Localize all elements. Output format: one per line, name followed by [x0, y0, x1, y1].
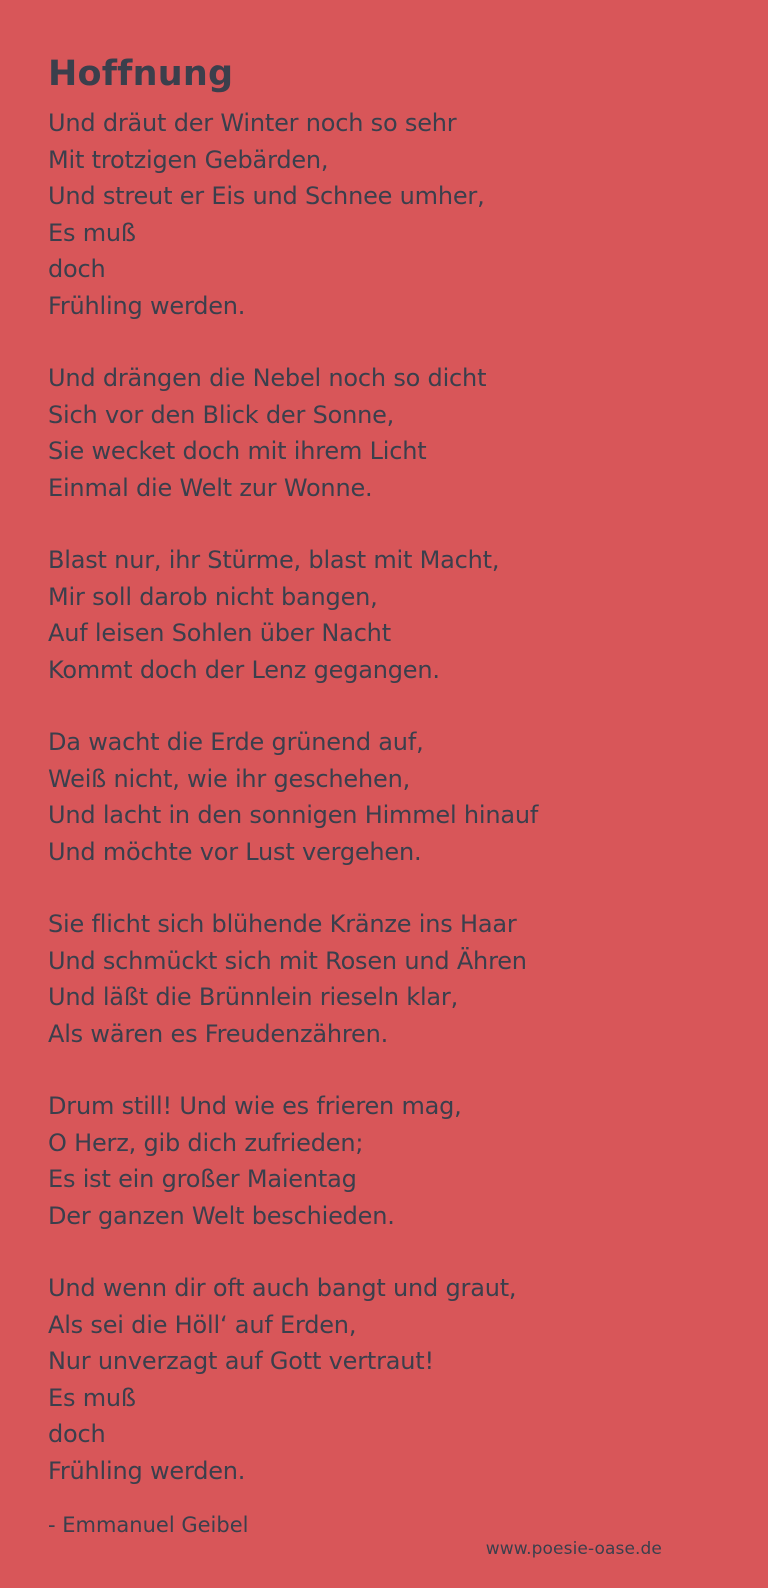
poem-line: Es muß	[48, 218, 136, 247]
poem-line: Als wären es Freudenzähren.	[48, 1019, 389, 1048]
poem-line: Frühling werden.	[48, 291, 246, 320]
poem-line: Und möchte vor Lust vergehen.	[48, 837, 422, 866]
poem-line: Mit trotzigen Gebärden,	[48, 145, 329, 174]
poem-line: Mir soll darob nicht bangen,	[48, 582, 378, 611]
poem-stanza-4	[48, 724, 728, 870]
poem-line: Und drängen die Nebel noch so dicht	[48, 364, 487, 392]
poem-line: Und wenn dir oft auch bangt und graut,	[48, 1274, 517, 1302]
poem-line: Frühling werden.	[48, 1456, 246, 1485]
poem-line: Sich vor den Blick der Sonne,	[48, 400, 395, 429]
poem-stanza-7	[48, 1270, 728, 1489]
poem-line: Nur unverzagt auf Gott vertraut!	[48, 1347, 434, 1375]
poem-line: Blast nur, ihr Stürme, blast mit Macht,	[48, 546, 500, 574]
poem-line: Und lacht in den sonnigen Himmel hinauf	[48, 801, 539, 829]
poem-line: Sie wecket doch mit ihrem Licht	[48, 437, 427, 465]
poem-line: Es muß	[48, 1383, 136, 1412]
poem-line: Sie flicht sich blühende Kränze ins Haar	[48, 910, 517, 938]
poem-stanza-6	[48, 1088, 728, 1234]
poem-line: Und läßt die Brünnlein rieseln klar,	[48, 983, 459, 1011]
poem-title: Hoffnung	[48, 54, 234, 94]
poem-body	[48, 105, 728, 1525]
poem-stanza-5	[48, 906, 728, 1052]
poem-line: Und dräut der Winter noch so sehr	[48, 109, 457, 137]
poem-stanza-1	[48, 105, 728, 324]
poem-line: Der ganzen Welt beschieden.	[48, 1201, 395, 1230]
poem-line: Kommt doch der Lenz gegangen.	[48, 655, 440, 684]
poem-line: doch	[48, 255, 106, 283]
poem-line: doch	[48, 1420, 106, 1448]
poem-line: Auf leisen Sohlen über Nacht	[48, 619, 391, 647]
poem-line: Einmal die Welt zur Wonne.	[48, 473, 373, 502]
poem-stanza-3	[48, 542, 728, 688]
poem-line: Als sei die Höll‘ auf Erden,	[48, 1310, 357, 1339]
poem-line: Es ist ein großer Maientag	[48, 1165, 357, 1193]
poem-line: Da wacht die Erde grünend auf,	[48, 728, 424, 756]
poem-stanza-2	[48, 360, 728, 506]
poem-line: O Herz, gib dich zufrieden;	[48, 1128, 364, 1157]
poem-line: Weiß nicht, wie ihr geschehen,	[48, 764, 411, 793]
poem-line: Drum still! Und wie es frieren mag,	[48, 1092, 462, 1120]
poem-line: Und schmückt sich mit Rosen und Ähren	[48, 946, 527, 975]
website-label: www.poesie-oase.de	[485, 1539, 662, 1559]
poem-line: Und streut er Eis und Schnee umher,	[48, 182, 485, 210]
poem-author: - Emmanuel Geibel	[48, 1513, 249, 1537]
